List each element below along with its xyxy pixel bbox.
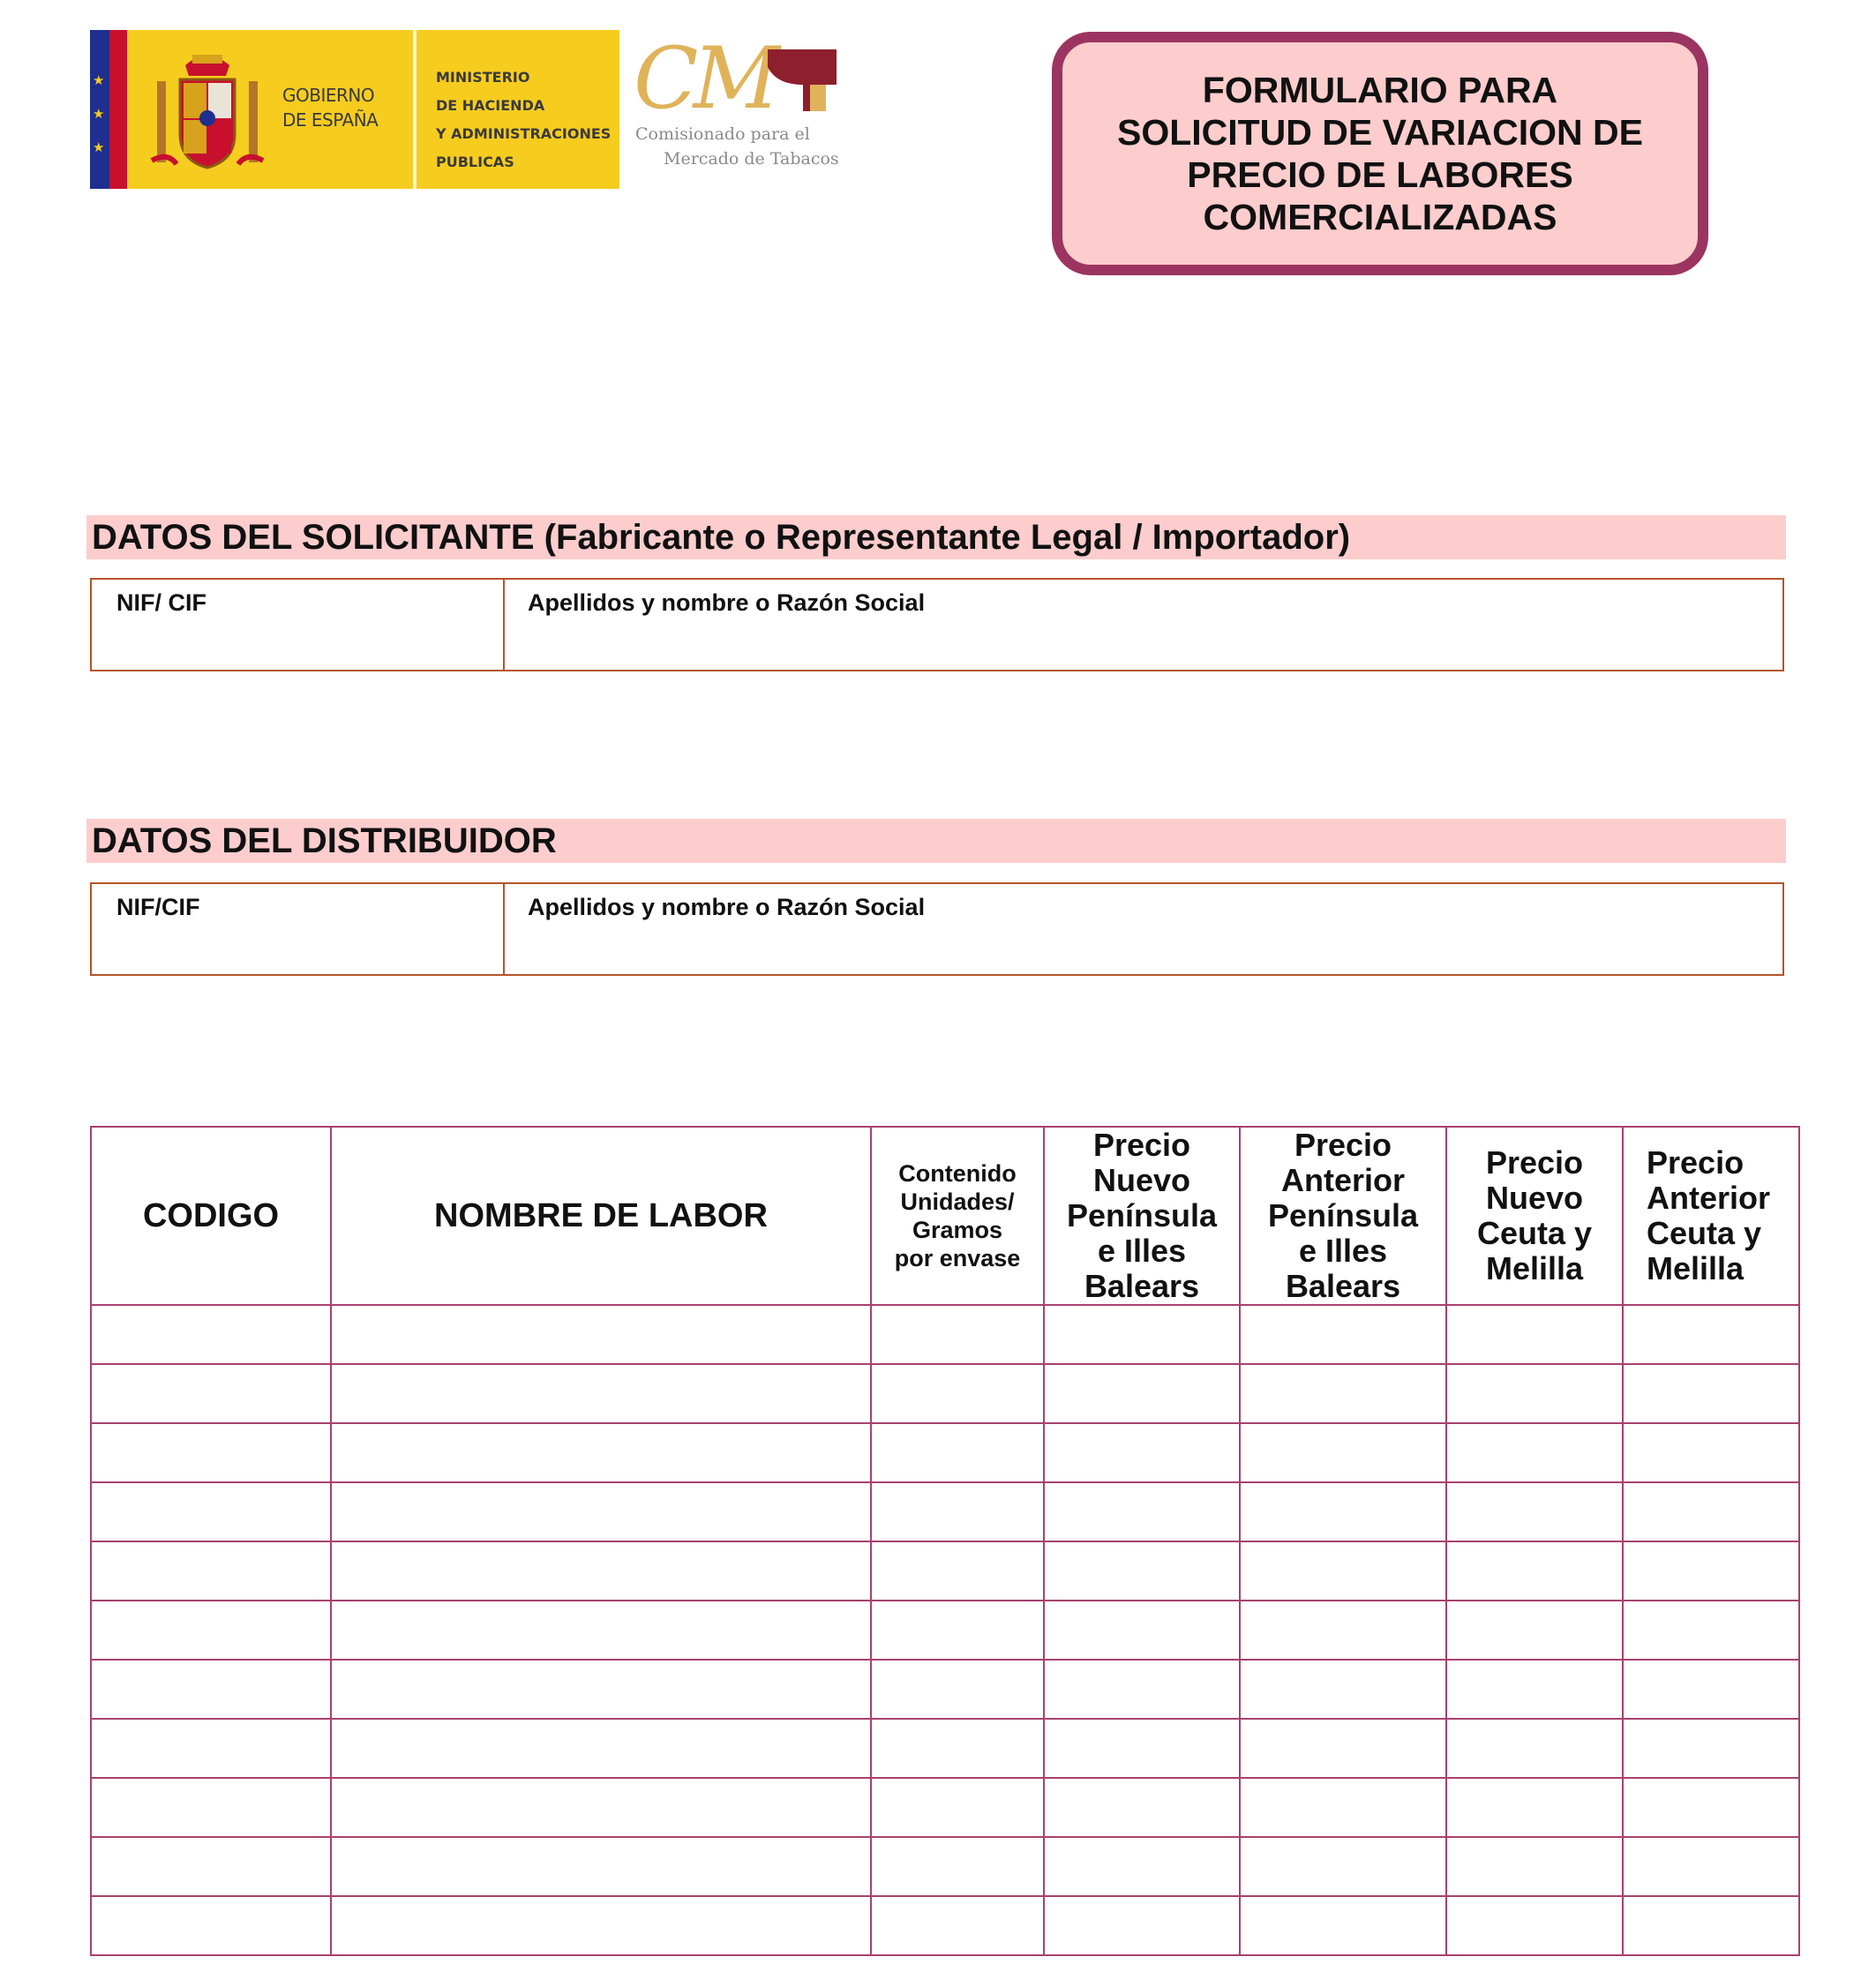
table-cell[interactable]: [1044, 1837, 1240, 1896]
logo-text-line: DE ESPAÑA: [282, 109, 379, 131]
form-title: FORMULARIO PARA SOLICITUD DE VARIACION DE PRECIO DE LABORES COMERCIALIZADAS: [1116, 70, 1644, 237]
table-cell[interactable]: [1623, 1305, 1799, 1364]
table-cell[interactable]: [871, 1423, 1044, 1482]
table-cell[interactable]: [1240, 1423, 1446, 1482]
table-row: [91, 1364, 1799, 1423]
table-cell[interactable]: [331, 1305, 871, 1364]
table-cell[interactable]: [1446, 1364, 1623, 1423]
table-cell[interactable]: [331, 1837, 871, 1896]
table-cell[interactable]: [1446, 1541, 1623, 1601]
table-cell[interactable]: [91, 1601, 331, 1660]
ministry-line: PUBLICAS: [436, 154, 514, 170]
table-cell[interactable]: [1446, 1896, 1623, 1955]
column-header-contenido: Contenido Unidades/ Gramos por envase: [871, 1127, 1044, 1305]
gobierno-espana-logo: [90, 30, 619, 189]
table-row: [91, 1423, 1799, 1482]
table-cell[interactable]: [1623, 1778, 1799, 1837]
table-cell[interactable]: [1044, 1601, 1240, 1660]
star-icon: ★: [93, 73, 105, 88]
table-cell[interactable]: [331, 1660, 871, 1719]
table-cell[interactable]: [871, 1896, 1044, 1955]
star-icon: ★: [93, 140, 105, 155]
logo-divider: [413, 30, 416, 189]
spain-flag-stripe: [90, 30, 127, 189]
table-cell[interactable]: [1044, 1719, 1240, 1778]
table-row: [91, 1778, 1799, 1837]
table-cell[interactable]: [1044, 1896, 1240, 1955]
cmt-logo: [628, 30, 858, 180]
table-cell[interactable]: [1240, 1719, 1446, 1778]
star-icon: ★: [93, 107, 105, 122]
table-cell[interactable]: [1240, 1778, 1446, 1837]
table-cell[interactable]: [91, 1719, 331, 1778]
coat-of-arms-icon: [150, 46, 265, 178]
table-row: [91, 1719, 1799, 1778]
form-title-box: [1052, 32, 1708, 275]
distribuidor-nif-label: NIF/CIF: [116, 894, 200, 920]
column-header-nombre-labor: NOMBRE DE LABOR: [331, 1127, 871, 1305]
table-cell[interactable]: [871, 1719, 1044, 1778]
table-cell[interactable]: [1240, 1837, 1446, 1896]
solicitante-data-box: [90, 578, 1784, 671]
table-cell[interactable]: [1240, 1482, 1446, 1541]
column-header-precio-anterior-peninsula: Precio Anterior Península e Illes Balears: [1240, 1127, 1446, 1305]
table-cell[interactable]: [91, 1482, 331, 1541]
table-cell[interactable]: [91, 1423, 331, 1482]
table-cell[interactable]: [871, 1660, 1044, 1719]
table-cell[interactable]: [91, 1305, 331, 1364]
distribuidor-name-label: Apellidos y nombre o Razón Social: [528, 894, 926, 920]
table-cell[interactable]: [871, 1601, 1044, 1660]
column-header-precio-anterior-ceuta: Precio Anterior Ceuta y Melilla: [1623, 1127, 1799, 1305]
table-cell[interactable]: [1240, 1896, 1446, 1955]
table-cell[interactable]: [1446, 1837, 1623, 1896]
table-cell[interactable]: [1623, 1837, 1799, 1896]
table-cell[interactable]: [91, 1837, 331, 1896]
cmt-letters: CM: [634, 29, 775, 128]
table-cell[interactable]: [1623, 1601, 1799, 1660]
ministry-line: DE HACIENDA: [436, 97, 545, 114]
table-row: [91, 1305, 1799, 1364]
table-row: [91, 1541, 1799, 1601]
table-cell[interactable]: [331, 1423, 871, 1482]
table-cell[interactable]: [331, 1482, 871, 1541]
table-cell[interactable]: [331, 1364, 871, 1423]
table-cell[interactable]: [1044, 1364, 1240, 1423]
table-cell[interactable]: [1044, 1660, 1240, 1719]
cmt-caption: [635, 122, 839, 171]
logo-text-line: GOBIERNO: [282, 85, 375, 106]
table-cell[interactable]: [871, 1305, 1044, 1364]
table-cell[interactable]: [1446, 1423, 1623, 1482]
table-cell[interactable]: [1240, 1364, 1446, 1423]
field-divider: [503, 580, 505, 670]
table-row: [91, 1837, 1799, 1896]
table-cell[interactable]: [1446, 1601, 1623, 1660]
products-table: [90, 1126, 1800, 1956]
table-cell[interactable]: [1446, 1305, 1623, 1364]
table-cell[interactable]: [331, 1778, 871, 1837]
table-cell[interactable]: [91, 1778, 331, 1837]
products-table-body: [91, 1305, 1799, 1955]
table-cell[interactable]: [91, 1896, 331, 1955]
solicitante-name-label: Apellidos y nombre o Razón Social: [528, 589, 926, 616]
table-header-row: [91, 1127, 1799, 1305]
table-cell[interactable]: [331, 1541, 871, 1601]
table-cell[interactable]: [871, 1778, 1044, 1837]
table-cell[interactable]: [1446, 1482, 1623, 1541]
table-cell[interactable]: [1623, 1660, 1799, 1719]
table-cell[interactable]: [1044, 1541, 1240, 1601]
table-cell[interactable]: [1623, 1896, 1799, 1955]
table-cell[interactable]: [1623, 1719, 1799, 1778]
distribuidor-data-box: [90, 882, 1784, 976]
cmt-caption-line: Comisionado para el: [635, 124, 810, 144]
table-cell[interactable]: [1446, 1719, 1623, 1778]
table-cell[interactable]: [1240, 1660, 1446, 1719]
distribuidor-section-header: DATOS DEL DISTRIBUIDOR: [86, 819, 1786, 863]
table-cell[interactable]: [1240, 1601, 1446, 1660]
solicitante-nif-label: NIF/ CIF: [116, 589, 206, 616]
table-row: [91, 1482, 1799, 1541]
gobierno-espana-text: [282, 83, 378, 132]
table-cell[interactable]: [871, 1541, 1044, 1601]
table-cell[interactable]: [1623, 1423, 1799, 1482]
table-cell[interactable]: [871, 1364, 1044, 1423]
ministry-line: MINISTERIO: [436, 69, 530, 86]
ministry-line: Y ADMINISTRACIONES: [436, 125, 612, 142]
table-cell[interactable]: [331, 1896, 871, 1955]
table-cell[interactable]: [331, 1719, 871, 1778]
table-cell[interactable]: [1623, 1364, 1799, 1423]
table-cell[interactable]: [1623, 1482, 1799, 1541]
table-cell[interactable]: [1044, 1778, 1240, 1837]
table-cell[interactable]: [871, 1837, 1044, 1896]
table-cell[interactable]: [1240, 1541, 1446, 1601]
table-row: [91, 1660, 1799, 1719]
table-cell[interactable]: [1623, 1541, 1799, 1601]
table-cell[interactable]: [871, 1482, 1044, 1541]
table-row: [91, 1896, 1799, 1955]
table-cell[interactable]: [1446, 1778, 1623, 1837]
column-header-precio-nuevo-ceuta: Precio Nuevo Ceuta y Melilla: [1446, 1127, 1623, 1305]
table-cell[interactable]: [1044, 1305, 1240, 1364]
cmt-t-icon: [768, 49, 837, 111]
table-cell[interactable]: [91, 1660, 331, 1719]
table-cell[interactable]: [1044, 1482, 1240, 1541]
table-cell[interactable]: [1240, 1305, 1446, 1364]
table-row: [91, 1601, 1799, 1660]
table-cell[interactable]: [1044, 1423, 1240, 1482]
column-header-precio-nuevo-peninsula: Precio Nuevo Península e Illes Balears: [1044, 1127, 1240, 1305]
solicitante-section-header: DATOS DEL SOLICITANTE (Fabricante o Representante Legal / Importador): [86, 515, 1786, 559]
column-header-codigo: CODIGO: [91, 1127, 331, 1305]
table-cell[interactable]: [1446, 1660, 1623, 1719]
table-cell[interactable]: [91, 1364, 331, 1423]
table-cell[interactable]: [91, 1541, 331, 1601]
table-cell[interactable]: [331, 1601, 871, 1660]
ministry-text: [436, 64, 611, 176]
cmt-caption-line: Mercado de Tabacos: [664, 149, 839, 169]
field-divider: [503, 884, 505, 974]
